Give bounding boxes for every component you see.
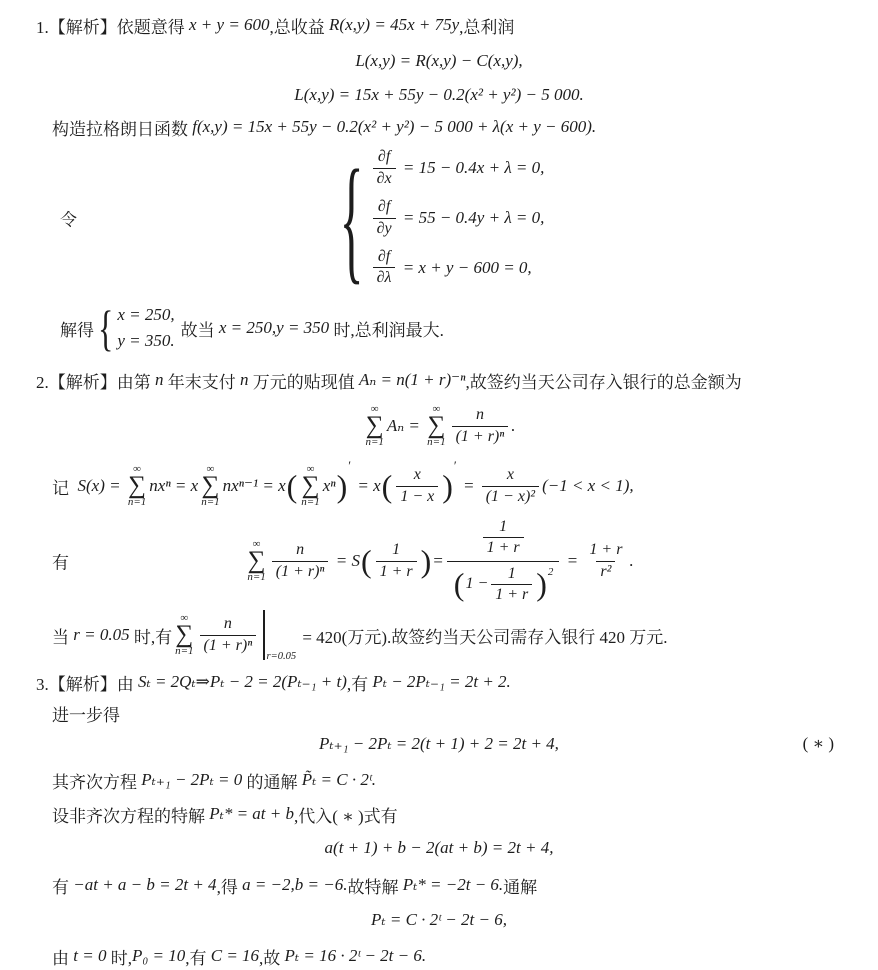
math-segment: (−1 < x < 1), [542, 476, 634, 495]
s3-substitution-equation [0, 834, 878, 862]
sum-upper-limit: ∞ [133, 462, 141, 475]
text-segment: 有 [52, 877, 74, 897]
math-segment: = [432, 551, 444, 570]
s1-intro-line [0, 12, 878, 38]
lagrange-system [0, 139, 878, 297]
numerator: x [413, 466, 421, 484]
sum-icon [128, 464, 146, 509]
text-segment: 万元的贴现值 [248, 372, 359, 392]
math-segment: = x [353, 476, 381, 495]
math-segment: Aₙ [386, 416, 405, 435]
case-y: y = 350. [117, 331, 175, 350]
text-segment: 进一步得 [52, 705, 120, 725]
solve-label: 解得 [60, 320, 94, 340]
s3-homogeneous-line [0, 764, 878, 796]
text-segment: 故签约当天公司需存入银行 420 万元. [391, 627, 668, 647]
text-segment: ,代入( ∗ )式有 [294, 806, 398, 826]
text-segment: 的通解 [242, 772, 302, 792]
math-segment: −at + a − b = 2t + 4 [73, 875, 217, 894]
numerator: n [296, 541, 305, 559]
math-segment: P̃ₜ = C · 2ᵗ. [301, 770, 376, 789]
vertical-bar-icon [263, 610, 264, 660]
math-segment: t = 0 [73, 946, 107, 965]
fraction [491, 564, 532, 606]
let-label: 令 [60, 210, 77, 230]
numerator: 1 [392, 541, 401, 559]
sigma-icon: ∑ [128, 471, 146, 499]
sum-lower-limit: n=1 [427, 436, 446, 449]
math-segment: = [404, 416, 425, 435]
math-segment: L(x,y) = R(x,y) − C(x,y), [355, 51, 523, 70]
math-segment: n [155, 370, 164, 389]
numerator: n [475, 406, 484, 424]
numerator: ∂f [377, 148, 391, 166]
solution-3 [0, 668, 878, 970]
case-x: x = 250, [117, 304, 175, 324]
sigma-icon: ∑ [201, 471, 220, 499]
text-segment: 时,有 [129, 627, 173, 647]
math-segment: = 55 − 0.4y + λ = 0, [398, 208, 545, 227]
sum-lower-limit: n=1 [127, 496, 147, 509]
s1-system-row [0, 139, 878, 297]
math-segment: xⁿ [322, 476, 336, 495]
sigma-icon: ∑ [301, 471, 320, 499]
text-segment: 其齐次方程 [52, 772, 142, 792]
math-segment: C = 16 [210, 946, 260, 965]
math-segment: P₀ = 10 [131, 946, 186, 965]
partial-lambda-equation [370, 247, 545, 289]
sum-icon [247, 539, 265, 584]
fraction [482, 465, 539, 507]
text-segment: 1.【解析】依题意得 [36, 17, 189, 37]
open-paren-icon: ( [286, 468, 298, 504]
denominator: 1 + r [483, 537, 524, 558]
numerator: ∂f [377, 247, 391, 265]
sum-upper-limit: ∞ [370, 402, 379, 415]
numerator: 1 [507, 564, 516, 582]
text-segment: 通解 [503, 877, 538, 897]
text-segment: 由 [52, 948, 74, 968]
open-paren-icon: ( [360, 543, 372, 579]
solution-1 [0, 12, 878, 356]
open-paren-icon: ( [381, 468, 393, 504]
s3-final-line [0, 942, 878, 970]
math-segment: = [562, 551, 583, 570]
text-segment: 2.【解析】由第 [36, 372, 155, 392]
text-segment: ,故 [259, 948, 285, 968]
math-segment: S(x) = [69, 476, 125, 495]
close-paren-icon: ) [420, 543, 432, 579]
evaluation-bar [263, 610, 296, 660]
math-segment: Pₜ* = −2t − 6. [402, 875, 504, 894]
math-segment: Pₜ₊₁ − 2Pₜ = 0 [141, 770, 243, 789]
math-segment: nxⁿ⁻¹ = x [222, 476, 286, 495]
s2-intro-line [0, 366, 878, 394]
sum-icon [201, 464, 219, 509]
s1-solve-line [0, 300, 878, 356]
text-segment: 构造拉格朗日函数 [52, 119, 193, 139]
denominator: ∂y [373, 218, 396, 239]
closed-form-equation [0, 518, 878, 604]
sum-icon [365, 404, 383, 449]
s3-general-solution-equation [0, 906, 878, 934]
denominator: 1 + r [491, 584, 532, 605]
text-segment: 时, [106, 948, 132, 968]
sum-upper-limit: ∞ [180, 611, 189, 624]
math-segment: = x + y − 600 = 0, [398, 257, 532, 277]
sum-lower-limit: n=1 [175, 645, 194, 658]
s2-sum-equation [0, 400, 878, 452]
prime-mark: ′ [348, 458, 352, 473]
denominator: (1 + r)ⁿ [200, 635, 257, 656]
system-equations [370, 139, 545, 296]
math-segment: Aₙ = n(1 + r)⁻ⁿ [359, 370, 466, 389]
nested-fraction [447, 515, 560, 608]
math-segment: . [629, 551, 634, 570]
fraction [376, 540, 417, 582]
denominator: (1 + r)ⁿ [452, 426, 509, 447]
fraction [452, 405, 509, 447]
sigma-icon: ∑ [365, 411, 384, 439]
sum-lower-limit: n=1 [301, 496, 320, 509]
text-segment: ,有 [346, 674, 373, 694]
fraction [373, 147, 396, 189]
partial-x-equation [370, 147, 545, 189]
math-segment: r = 0.05 [73, 625, 130, 644]
left-brace-icon: { [339, 139, 364, 297]
s2-closed-form-row [0, 518, 878, 604]
numerator: ∂f [377, 198, 391, 216]
math-segment: = S [331, 551, 360, 570]
denominator: (1 + r)ⁿ [272, 561, 329, 582]
math-segment: Pₜ* = at + b [209, 804, 294, 823]
text-segment: 年末支付 [163, 372, 240, 392]
s1-equation-profit-expanded [0, 80, 878, 110]
sum-upper-limit: ∞ [206, 462, 215, 475]
sum-icon [175, 613, 193, 658]
text-segment: ,总收益 [269, 17, 330, 37]
close-paren-icon: ) [442, 468, 453, 504]
numerator: 1 [499, 517, 508, 535]
fraction [272, 540, 329, 582]
sum-lower-limit: n=1 [201, 496, 220, 509]
fraction [396, 465, 438, 507]
s3-particular-line [0, 800, 878, 828]
numerator: n [223, 615, 232, 633]
sum-upper-limit: ∞ [306, 462, 315, 475]
math-segment: L(x,y) = 15x + 55y − 0.2(x² + y²) − 5 000. [294, 85, 584, 104]
text-segment: = 420(万元). [298, 627, 392, 647]
math-segment: a(t + 1) + b − 2(at + b) = 2t + 4, [324, 838, 554, 857]
fraction [200, 614, 257, 656]
denominator [447, 561, 560, 608]
math-segment: a = −2,b = −6. [242, 875, 348, 894]
has-label: 有 [52, 553, 69, 573]
solution-cases [117, 302, 174, 355]
denominator: ∂λ [373, 267, 396, 288]
denominator: (1 − x)² [482, 486, 539, 507]
text-segment: 时,总利润最大. [329, 320, 444, 340]
math-segment: = [458, 476, 479, 495]
sum-lower-limit: n=1 [365, 436, 384, 449]
s3-further-line [0, 700, 878, 726]
text-segment: 设非齐次方程的特解 [52, 806, 210, 826]
text-segment: 故特解 [347, 877, 403, 897]
text-segment: 记 [52, 478, 69, 498]
square-exponent: 2 [547, 565, 554, 578]
star-equation-mark: ( ∗ ) [802, 734, 834, 753]
math-segment: = 15 − 0.4x + λ = 0, [398, 158, 545, 178]
s2-series-derivation-line [0, 458, 878, 514]
solution-2 [0, 366, 878, 662]
sum-icon [301, 464, 319, 509]
math-segment: Pₜ₊₁ − 2Pₜ = 2(t + 1) + 2 = 2t + 4, [319, 734, 559, 753]
partial-y-equation [370, 197, 545, 239]
s2-conclusion-line [0, 608, 878, 662]
close-paren-icon: ) [336, 468, 348, 504]
math-segment: f(x,y) = 15x + 55y − 0.2(x² + y²) − 5 000 + λ(x + y − 600). [192, 117, 597, 136]
text-segment: ,故签约当天公司存入银行的总金额为 [465, 372, 742, 392]
text-segment: ,得 [216, 877, 243, 897]
fraction [373, 247, 396, 289]
math-segment: Pₜ = 16 · 2ᵗ − 2t − 6. [284, 946, 427, 965]
text-segment: ,总利润 [459, 17, 515, 37]
sigma-icon: ∑ [427, 411, 446, 439]
s1-equation-profit-def [0, 46, 878, 76]
sigma-icon: ∑ [175, 620, 194, 648]
open-paren-icon: ( [453, 566, 465, 603]
text-segment: 故当 [180, 320, 219, 340]
evaluation-subscript: r=0.05 [266, 651, 297, 662]
text-segment: 3.【解析】由 [36, 674, 138, 694]
math-segment: Pₜ = C · 2ᵗ − 2t − 6, [371, 910, 507, 929]
text-segment: ,有 [185, 948, 211, 968]
math-segment: x = 250,y = 350 [218, 318, 330, 337]
sum-upper-limit: ∞ [252, 537, 261, 550]
math-segment: nxⁿ = x [149, 476, 199, 495]
fraction [585, 540, 626, 582]
left-brace-icon: { [98, 300, 114, 356]
close-paren-icon: ) [536, 566, 547, 603]
sum-upper-limit: ∞ [432, 402, 441, 415]
denominator: r² [596, 561, 615, 582]
numerator: x [506, 466, 514, 484]
prime-mark: ′ [453, 458, 457, 473]
denominator: 1 − x [396, 486, 438, 507]
sigma-icon: ∑ [247, 546, 266, 574]
math-segment: Pₜ − 2Pₜ₋₁ = 2t + 2. [372, 672, 511, 691]
text-segment: 当 [52, 627, 74, 647]
math-segment: R(x,y) = 45x + 75y [329, 15, 460, 34]
fraction [373, 197, 396, 239]
s1-lagrange-line [0, 112, 878, 142]
sum-lower-limit: n=1 [247, 571, 266, 584]
math-segment: n [240, 370, 249, 389]
sum-icon [427, 404, 445, 449]
denominator: 1 + r [376, 561, 417, 582]
numerator [474, 515, 533, 561]
s3-intro-line [0, 668, 878, 696]
numerator: 1 + r [589, 541, 623, 559]
math-segment: . [511, 416, 516, 435]
s3-coefficients-line [0, 870, 878, 900]
math-segment: x + y = 600 [189, 15, 270, 34]
fraction [483, 517, 524, 559]
math-segment: Sₜ = 2Qₜ⇒Pₜ − 2 = 2(Pₜ₋₁ + t) [138, 672, 347, 691]
s3-recurrence-equation [0, 730, 878, 758]
math-segment: 1 − [465, 575, 489, 593]
denominator: ∂x [373, 168, 396, 189]
